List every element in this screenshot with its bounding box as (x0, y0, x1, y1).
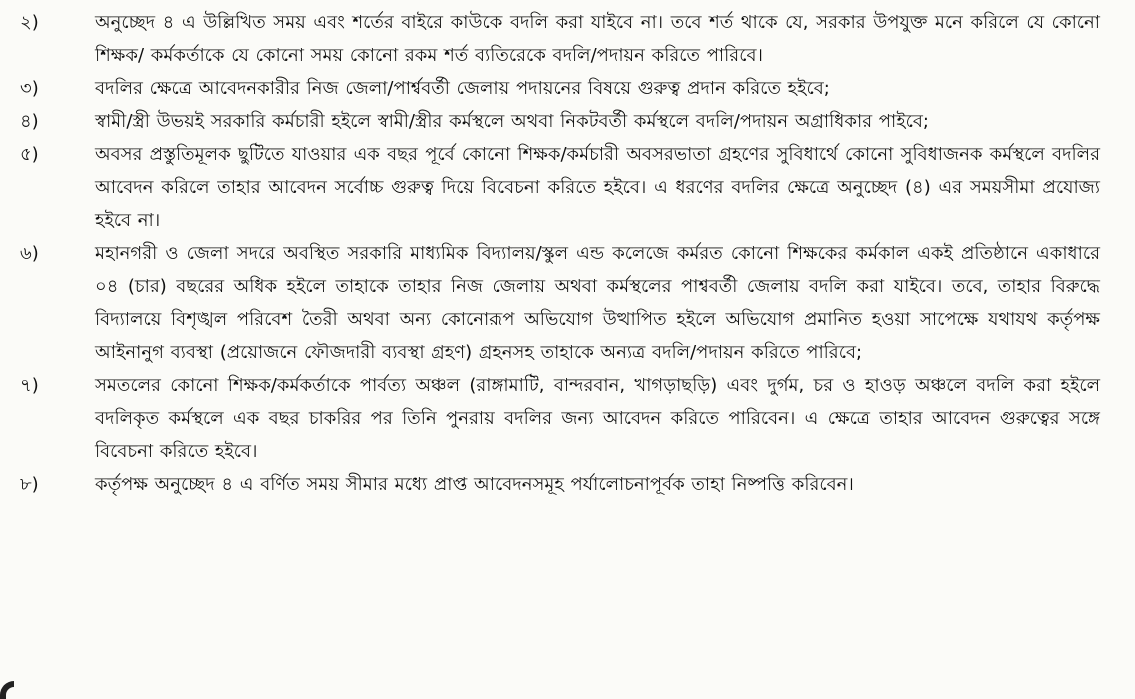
clause-text: কর্তৃপক্ষ অনুচ্ছেদ ৪ এ বর্ণিত সময় সীমার মধ্যে প্রাপ্ত আবেদনসমূহ পর্যালোচনাপূর্বক তাহা নিষ্পত্তি করিবেন। (95, 474, 854, 495)
clause-number: ৩) (20, 78, 39, 99)
clause-number: ৪) (20, 111, 39, 132)
clause-8 (0, 468, 1135, 501)
clause-2 (0, 6, 1135, 72)
page-edge-mark (0, 681, 14, 699)
clause-7 (0, 369, 1135, 468)
clause-3 (0, 72, 1135, 105)
clause-number: ৬) (20, 243, 39, 264)
clause-5 (0, 138, 1135, 237)
clause-text: অবসর প্রস্তুতিমূলক ছুটিতে যাওয়ার এক বছর পূর্বে কোনো শিক্ষক/কর্মচারী অবসরভাতা গ্রহণের সুবিধার্থে কোনো সুবিধাজনক কর্মস্থলে বদলির আবেদন করিলে তাহার আবেদন সর্বোচ্চ গুরুত্ব দিয়ে বিবেচনা করিতে হইবে। এ ধরণের বদলির ক্ষেত্রে অনুচ্ছেদ (৪) এর সময়সীমা প্রযোজ্য হইবে না। (95, 144, 1100, 231)
clause-text: অনুচ্ছেদ ৪ এ উল্লিখিত সময় এবং শর্তের বাইরে কাউকে বদলি করা যাইবে না। তবে শর্ত থাকে যে, সরকার উপযুক্ত মনে করিলে যে কোনো শিক্ষক/ কর্মকর্তাকে যে কোনো সময় কোনো রকম শর্ত ব্যতিরেকে বদলি/পদায়ন করিতে পারিবে। (95, 12, 1100, 66)
clause-6 (0, 237, 1135, 369)
clause-text: মহানগরী ও জেলা সদরে অবস্থিত সরকারি মাধ্যমিক বিদ্যালয়/স্কুল এন্ড কলেজে কর্মরত কোনো শিক্ষকের কর্মকাল একই প্রতিষ্ঠানে একাধারে ০৪ (চার) বছরের অধিক হইলে তাহাকে তাহার নিজ জেলায় অথবা কর্মস্থলের পাশ্ববর্তী জেলায় বদলি করা যাইবে। তবে, তাহার বিরুদ্ধে বিদ্যালয়ে বিশৃঙ্খল পরিবেশ তৈরী অথবা অন্য কোনোরূপ অভিযোগ উত্থাপিত হইলে অভিযোগ প্রমানিত হওয়া সাপেক্ষে যথাযথ কর্তৃপক্ষ আইনানুগ ব্যবস্থা (প্রয়োজনে ফৌজদারী ব্যবস্থা গ্রহণ) গ্রহনসহ তাহাকে অন্যত্র বদলি/পদায়ন করিতে পারিবে; (95, 243, 1100, 363)
clause-number: ২) (20, 12, 39, 33)
clause-number: ৮) (20, 474, 39, 495)
clause-number: ৫) (20, 144, 39, 165)
clause-text: বদলির ক্ষেত্রে আবেদনকারীর নিজ জেলা/পার্শ্ববর্তী জেলায় পদায়নের বিষয়ে গুরুত্ব প্রদান করিতে হইবে; (95, 78, 830, 99)
clause-4 (0, 105, 1135, 138)
clause-text: সমতলের কোনো শিক্ষক/কর্মকর্তাকে পার্বত্য অঞ্চল (রাঙ্গামাটি, বান্দরবান, খাগড়াছড়ি) এবং দুর্গম, চর ও হাওড় অঞ্চলে বদলি করা হইলে বদলিকৃত কর্মস্থলে এক বছর চাকরির পর তিনি পুনরায় বদলির জন্য আবেদন করিতে পারিবেন। এ ক্ষেত্রে তাহার আবেদন গুরুত্বের সঙ্গে বিবেচনা করিতে হইবে। (95, 375, 1100, 462)
clause-number: ৭) (20, 375, 39, 396)
clause-text: স্বামী/স্ত্রী উভয়ই সরকারি কর্মচারী হইলে স্বামী/স্ত্রীর কর্মস্থলে অথবা নিকটবর্তী কর্মস্থলে বদলি/পদায়ন অগ্রাধিকার পাইবে; (95, 111, 929, 132)
